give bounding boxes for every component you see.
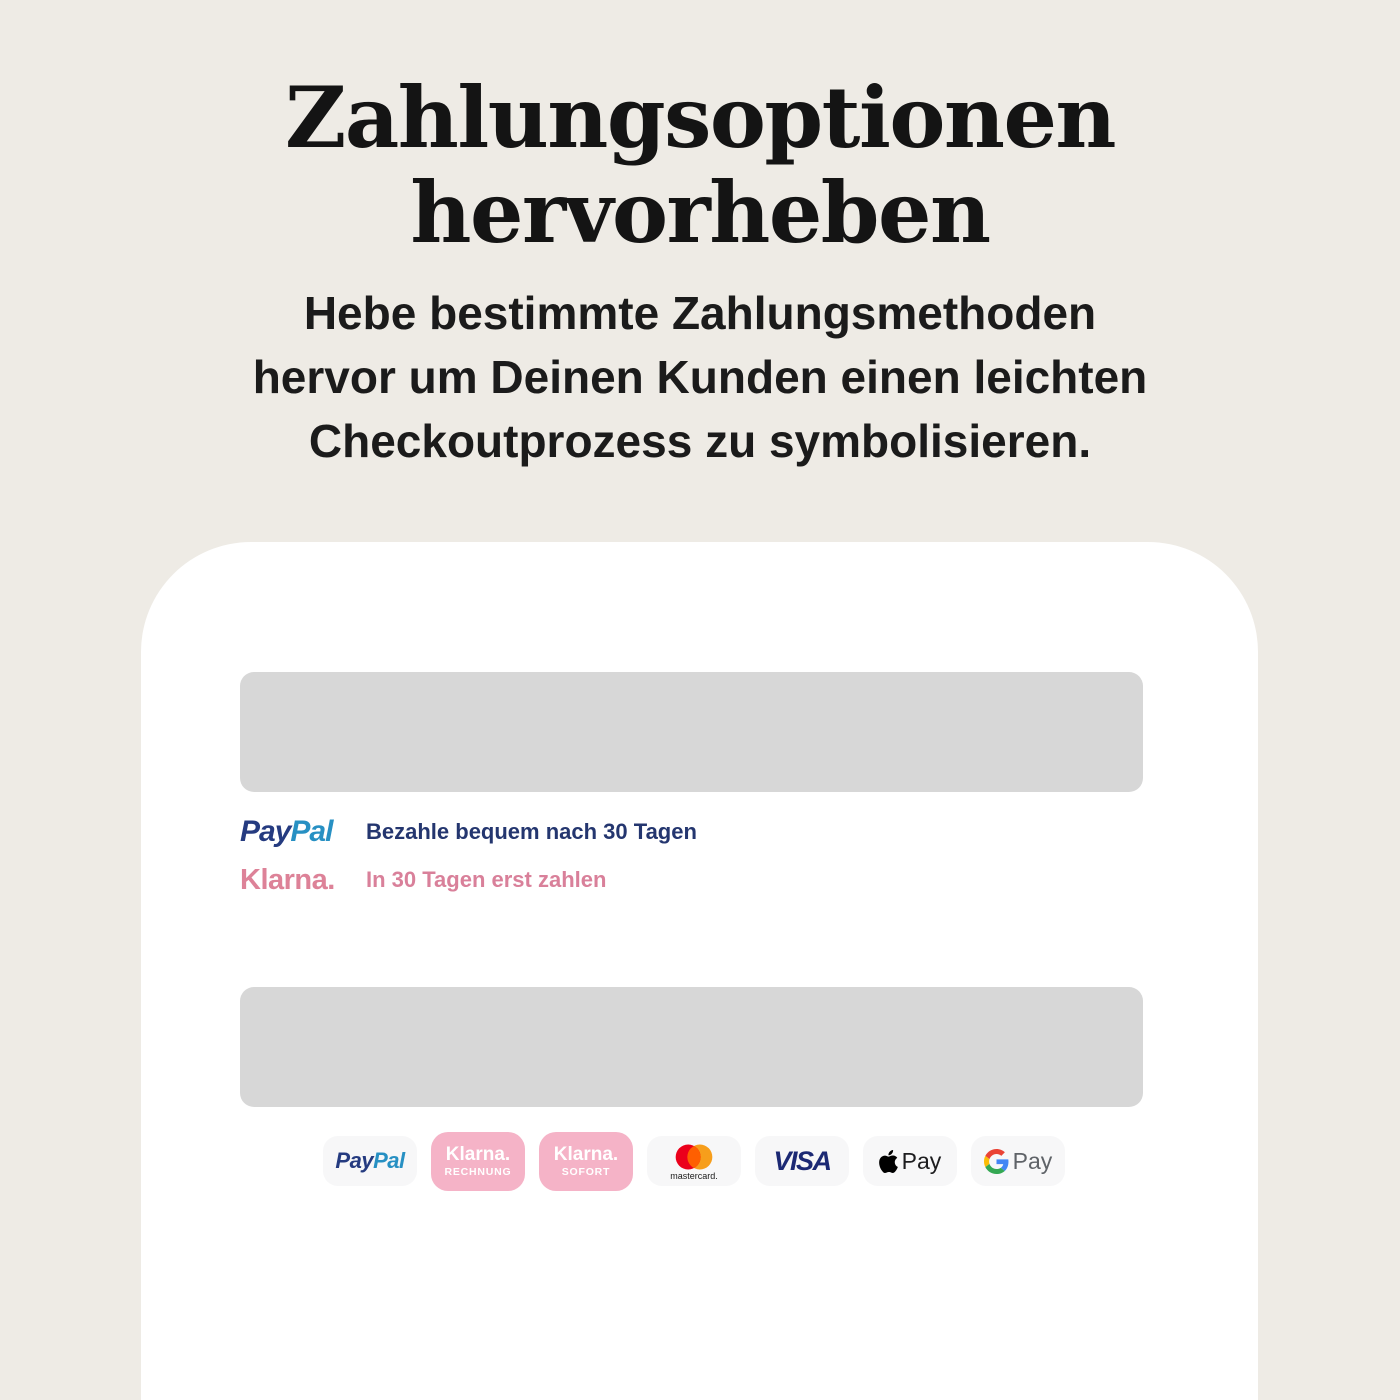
payment-badge-google-pay[interactable] — [971, 1136, 1065, 1186]
subtitle-line-2: hervor um Deinen Kunden einen leichten — [252, 351, 1148, 403]
payment-badge-paypal[interactable] — [323, 1136, 417, 1186]
klarna-sofort-wordmark: Klarna. — [553, 1143, 619, 1165]
page-title-line-2: hervorheben — [410, 163, 990, 262]
klarna-rechnung-wordmark: Klarna. — [445, 1143, 511, 1165]
mastercard-label: mastercard. — [670, 1170, 718, 1181]
klarna-rechnung-label: RECHNUNG — [444, 1165, 512, 1178]
payment-badge-mastercard[interactable] — [647, 1136, 741, 1186]
klarna-wordmark: Klarna. — [240, 863, 335, 896]
paypal-description: Bezahle bequem nach 30 Tagen — [366, 819, 697, 844]
payment-badge-klarna-sofort[interactable] — [539, 1132, 633, 1191]
apple-pay-label: Pay — [901, 1147, 942, 1174]
visa-wordmark: VISA — [773, 1145, 831, 1176]
klarna-logo — [240, 864, 366, 897]
klarna-description: In 30 Tagen erst zahlen — [366, 867, 607, 892]
paypal-logo — [240, 815, 366, 849]
paypal-wordmark-pay: Pay — [240, 815, 291, 848]
payment-method-klarna[interactable] — [240, 859, 606, 901]
payment-method-paypal[interactable] — [240, 811, 697, 853]
google-pay-label: Pay — [1012, 1147, 1053, 1174]
paypal-badge-pal: Pal — [373, 1148, 405, 1173]
google-g-icon — [984, 1149, 1009, 1174]
paypal-badge-pay: Pay — [335, 1148, 374, 1173]
mastercard-circles-icon — [668, 1142, 720, 1172]
apple-logo-icon — [879, 1150, 898, 1173]
page-title-line-1: Zahlungsoptionen — [285, 68, 1115, 167]
paypal-wordmark-pal: Pal — [290, 815, 333, 848]
subtitle-line-1: Hebe bestimmte Zahlungsmethoden — [303, 287, 1097, 339]
content-placeholder-top — [240, 672, 1143, 792]
checkout-card — [141, 542, 1258, 1400]
payment-badge-visa[interactable] — [755, 1136, 849, 1186]
content-placeholder-bottom — [240, 987, 1143, 1107]
subtitle-line-3: Checkoutprozess zu symbolisieren. — [308, 415, 1092, 467]
payment-badge-klarna-rechnung[interactable] — [431, 1132, 525, 1191]
klarna-sofort-label: SOFORT — [561, 1165, 611, 1178]
page-subtitle — [0, 281, 1400, 473]
payment-badge-row — [323, 1130, 1065, 1192]
payment-badge-apple-pay[interactable] — [863, 1136, 957, 1186]
page-title — [0, 70, 1400, 260]
paypal-badge-logo — [335, 1148, 404, 1174]
paypal-wordmark — [240, 815, 332, 848]
